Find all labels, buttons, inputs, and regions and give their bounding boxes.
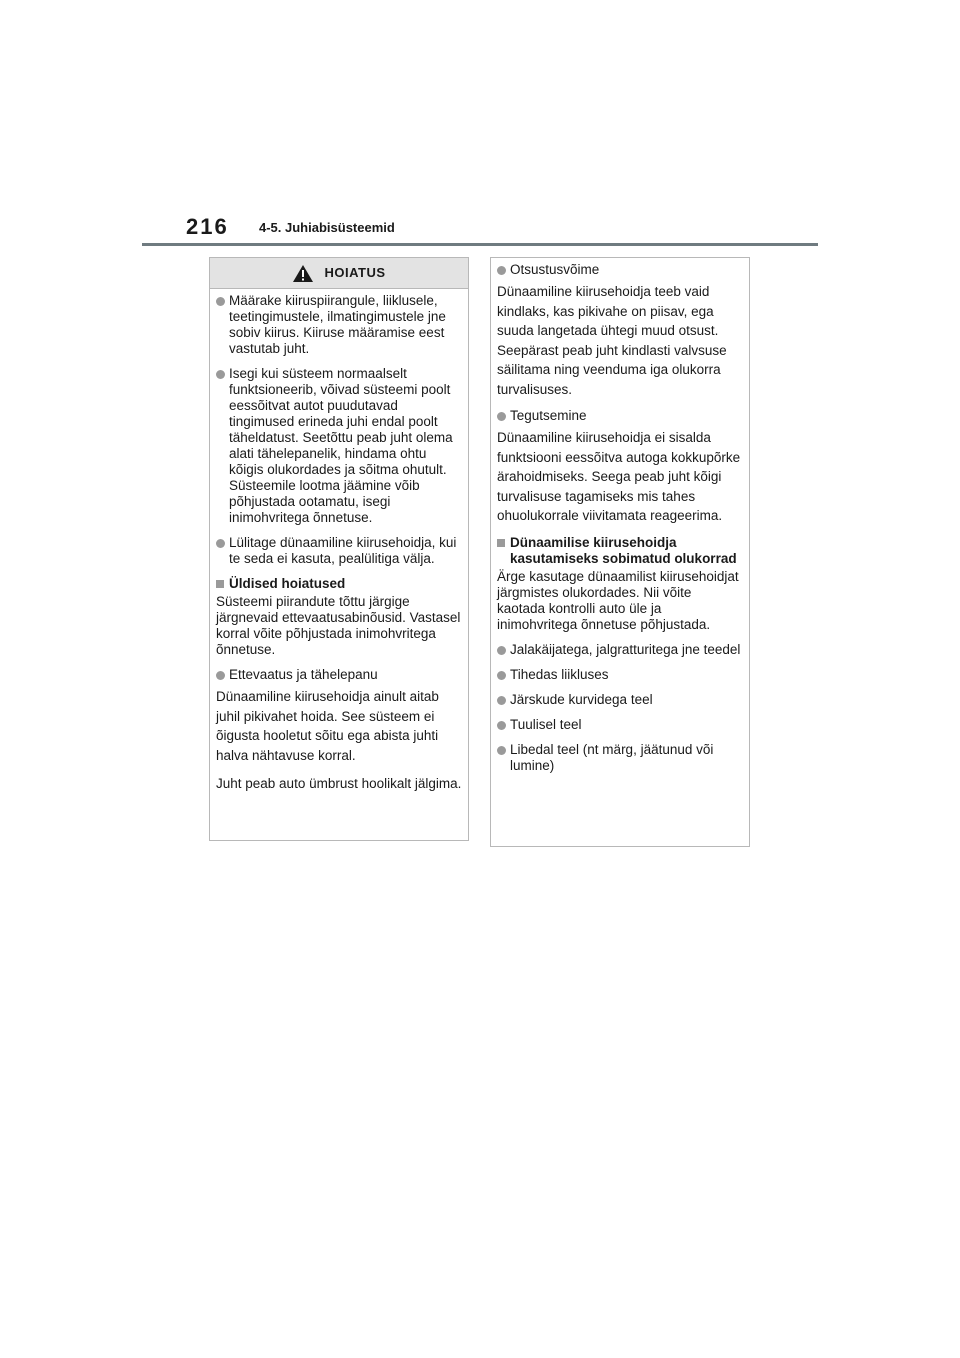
warning-header [210, 258, 468, 289]
section-title: 4-5. Juhiabisüsteemid [259, 220, 395, 235]
list-item-text: Isegi kui süsteem normaalselt funktsioneerib, võivad süsteemi poolt eessõitvat autot puudutavad tingimused erineda juhi endal poolt täheldatust. Seetõttu peab juht olema alati tähelepanelik, hindama ohtu kõigis olukordades ja sõitma ohutult. Süsteemile lootma jäämine võib põhjustada ootamatu, isegi inimohvritega õnnetuse. [229, 366, 453, 525]
bullet-icon [497, 412, 506, 421]
bullet-icon [497, 671, 506, 680]
paragraph: Dünaamiline kiirusehoidja teeb vaid kindlaks, kas pikivahe on piisav, ega suuda langetada ühtegi muud otsust. Seepärast peab juht kindlasti valvsuse säilitama ning veenduma iga olukorra turvalisuses. [497, 284, 727, 397]
list-item-text: Otsustusvõime [510, 262, 600, 277]
general-warnings-text: Süsteemi piirandute tõttu järgige järgnevaid ettevaatusabinõusid. Vastasel korral võite põhjustada inimohvritega õnnetuse. [216, 594, 461, 657]
list-item-text: Tuulisel teel [510, 716, 582, 732]
list-item [497, 692, 743, 708]
page-number: 216 [186, 214, 229, 239]
heading-text: Üldised hoiatused [229, 576, 346, 591]
bullet-icon [497, 646, 506, 655]
warning-body [210, 289, 468, 794]
list-item [497, 642, 743, 658]
list-item-text: Jalakäijatega, jalgratturitega jne teedel [510, 641, 741, 657]
bullet-icon [216, 370, 225, 379]
heading-text: Dünaamilise kiirusehoidja kasutamiseks sobimatud olukorrad [510, 534, 737, 566]
list-item-text: Tegutsemine [510, 408, 587, 423]
unsuitable-situations-heading [497, 535, 743, 567]
bullet-icon [216, 539, 225, 548]
bullet-icon [497, 696, 506, 705]
list-item [497, 717, 743, 733]
header-rule [142, 243, 818, 246]
list-item-text: Tihedas liikluses [510, 666, 609, 682]
paragraph: Dünaamiline kiirusehoidja ainult aitab juhil pikivahet hoida. See süsteem ei õigusta hooletut sõitu ega abista juhti halva nähtavuse korral. [216, 689, 439, 763]
bullet-icon [216, 297, 225, 306]
warning-title: HOIATUS [324, 265, 386, 280]
list-item-text: Määrake kiiruspiirangule, liiklusele, teetingimustele, ilmatingimustele jne sobiv kiirus. Kiiruse määramise eest vastutab juht. [229, 293, 446, 356]
list-item-text: Libedal teel (nt märg, jäätunud või lumine) [510, 741, 714, 773]
warning-box [209, 257, 469, 841]
list-item [216, 667, 462, 683]
list-item-text: Ettevaatus ja tähelepanu [229, 667, 378, 682]
list-item-text: Lülitage dünaamiline kiirusehoidja, kui te seda ei kasuta, pealülitiga välja. [229, 535, 457, 566]
list-item [497, 262, 743, 278]
square-bullet-icon [216, 580, 224, 588]
bullet-icon [497, 266, 506, 275]
paragraph: Juht peab auto ümbrust hoolikalt jälgima. [216, 776, 462, 791]
warning-triangle-icon [292, 264, 314, 283]
general-warnings-heading [216, 576, 462, 592]
list-item [216, 366, 462, 526]
bullet-icon [497, 746, 506, 755]
list-item [497, 742, 743, 774]
list-item [216, 535, 462, 567]
list-item [497, 408, 743, 424]
right-column-box [490, 257, 750, 847]
list-item-text: Järskude kurvidega teel [510, 691, 653, 707]
bullet-icon [216, 671, 225, 680]
square-bullet-icon [497, 539, 505, 547]
paragraph: Ärge kasutage dünaamilist kiirusehoidjat järgmistes olukordades. Nii võite kaotada kontrolli auto üle ja inimohvritega õnnetuse põhjustada. [497, 568, 739, 632]
paragraph: Dünaamiline kiirusehoidja ei sisalda funktsiooni eessõitva autoga kokkupõrke ärahoidmiseks. Seega peab juht kõigi turvalisuse tagamiseks mis tahes ohuolukorrale viivitamata reageerima. [497, 430, 741, 523]
bullet-icon [497, 721, 506, 730]
list-item [216, 293, 462, 357]
list-item [497, 667, 743, 683]
